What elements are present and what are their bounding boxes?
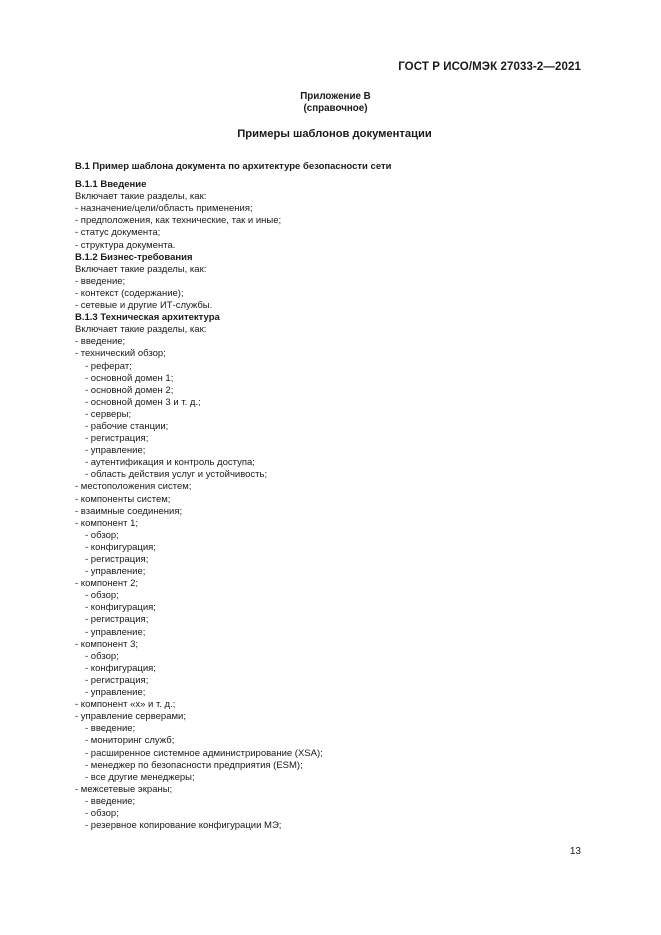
page-number: 13 (569, 846, 581, 857)
list-item: - введение; (85, 795, 136, 807)
annex-heading (0, 91, 661, 115)
paragraph-text: Включает такие разделы, как: (75, 191, 207, 203)
list-item: - регистрация; (85, 614, 149, 626)
list-item: - конфигурация; (85, 602, 156, 614)
list-item: - управление; (85, 566, 146, 578)
list-item: - основной домен 1; (85, 372, 174, 384)
list-item: - структура документа. (75, 239, 176, 251)
list-item: - взаимные соединения; (75, 505, 183, 517)
list-item: - управление; (85, 626, 146, 638)
list-item: - конфигурация; (85, 541, 156, 553)
list-item: - обзор; (85, 650, 119, 662)
list-item: - резервное копирование конфигурации МЭ; (85, 820, 282, 832)
list-item: - контекст (содержание); (75, 287, 184, 299)
section-heading: В.1 Пример шаблона документа по архитектуре безопасности сети (75, 161, 392, 172)
document-standard-id: ГОСТ Р ИСО/МЭК 27033-2—2021 (398, 61, 581, 73)
list-item: - конфигурация; (85, 662, 156, 674)
list-item: - местоположения систем; (75, 481, 192, 493)
list-item: - технический обзор; (75, 348, 166, 360)
list-item: - рабочие станции; (85, 420, 169, 432)
annex-title: Приложение В (300, 91, 371, 102)
list-item: - компоненты систем; (75, 493, 171, 505)
section-heading: В.1.1 Введение (75, 179, 147, 191)
list-item: - компонент «х» и т. д.; (75, 699, 176, 711)
list-item: - статус документа; (75, 227, 161, 239)
list-item: - обзор; (85, 807, 119, 819)
list-item: - сетевые и другие ИТ-службы. (75, 300, 213, 312)
annex-subtitle: (справочное) (303, 103, 368, 114)
list-item: - все другие менеджеры; (85, 771, 195, 783)
list-item: - серверы; (85, 408, 132, 420)
list-item: - введение; (75, 275, 126, 287)
list-item: - компонент 1; (75, 517, 138, 529)
paragraph-text: Включает такие разделы, как: (75, 324, 207, 336)
list-item: - область действия услуг и устойчивость; (85, 469, 268, 481)
document-body (75, 161, 595, 832)
section-heading: В.1.3 Техническая архитектура (75, 312, 220, 324)
section-heading: В.1.2 Бизнес-требования (75, 251, 193, 263)
list-item: - компонент 3; (75, 638, 138, 650)
list-item: - мониторинг служб; (85, 735, 175, 747)
list-item: - аутентификация и контроль доступа; (85, 457, 255, 469)
list-item: - предположения, как технические, так и иные; (75, 215, 282, 227)
list-item: - назначение/цели/область применения; (75, 203, 253, 215)
list-item: - введение; (75, 336, 126, 348)
list-item: - управление; (85, 445, 146, 457)
paragraph-text: Включает такие разделы, как: (75, 263, 207, 275)
list-item: - менеджер по безопасности предприятия (ESM); (85, 759, 303, 771)
list-item: - управление серверами; (75, 711, 186, 723)
section-main-title: Примеры шаблонов документации (237, 128, 432, 140)
list-item: - регистрация; (85, 554, 149, 565)
list-item: - основной домен 3 и т. д.; (85, 396, 201, 408)
list-item: - межсетевые экраны; (75, 783, 173, 795)
list-item: - расширенное системное администрирование (XSA); (85, 747, 323, 759)
list-item: - компонент 2; (75, 578, 138, 590)
list-item: - основной домен 2; (85, 384, 174, 396)
list-item: - реферат; (85, 360, 132, 372)
list-item: - регистрация; (85, 674, 149, 686)
list-item: - управление; (85, 687, 146, 699)
list-item: - введение; (85, 723, 136, 735)
list-item: - обзор; (85, 529, 119, 541)
list-item: - обзор; (85, 590, 119, 602)
list-item: - регистрация; (85, 433, 149, 445)
